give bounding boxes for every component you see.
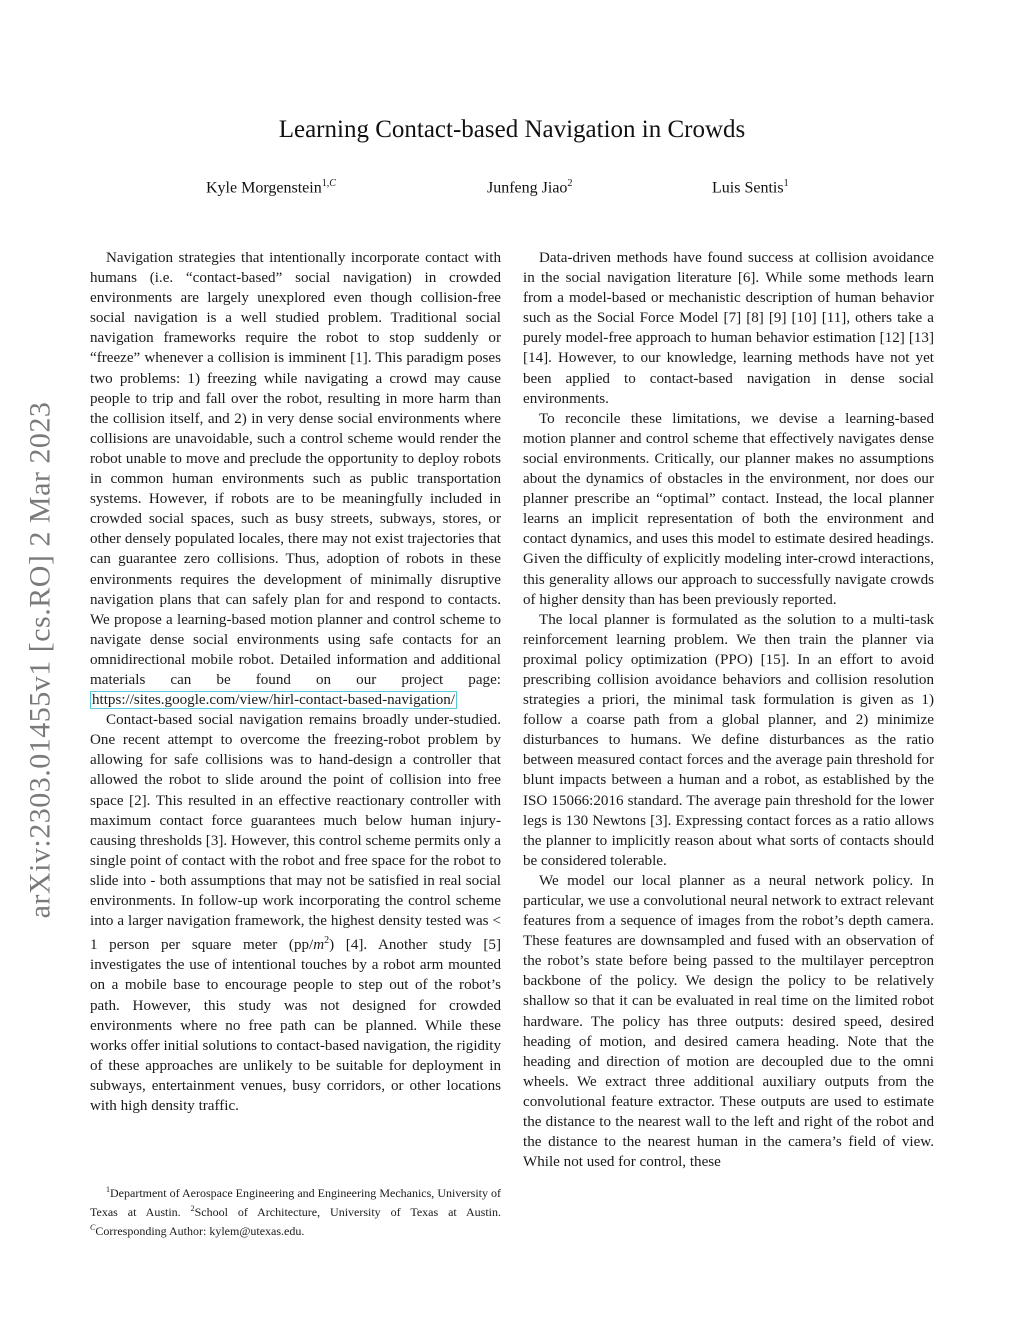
author-3-name: Luis Sentis: [712, 179, 784, 197]
author-3: [712, 178, 789, 197]
left-column: [90, 248, 501, 1116]
left-paragraph-2-text-a: Contact-based social navigation remains broadly under-studied. One recent attempt to overcome the freezing-robot problem by allowing for safe collisions was to hand-design a controller that allowed the robot to slide around the point of collision into free space [2]. This resulted in an effective reactionary controller with maximum contact force guarantees much below human injury-causing thresholds [3]. However, this control scheme permits only a single point of contact with the robot and free space for the robot to slide into - both assumptions that may not be satisfied in real social environments. In follow-up work incorporating the control scheme into a larger navigation framework, the highest density tested was < 1 person per square meter (pp/: [90, 712, 501, 954]
footnote-text-1: Department of Aerospace Engineering and Engineering Mechanics, University of Texas at Austin.: [90, 1186, 501, 1219]
left-paragraph-2: [90, 710, 501, 1116]
author-2: [487, 178, 572, 197]
left-paragraph-2-text-b: ) [4]. Another study [5] investigates the use of intentional touches by a robot arm mounted on a mobile base to encourage people to step out of the robot’s path. However, this study was not designed for crowded environments where no free path can be planned. While these works offer initial solutions to contact-based navigation, the rigidity of these approaches are unlikely to be suitable for deployment in subways, entertainment venues, busy corridors, or other locations with high density traffic.: [90, 937, 501, 1114]
author-1-marks: 1,C: [321, 178, 336, 189]
left-paragraph-1: [90, 248, 501, 710]
right-column: [523, 248, 934, 1172]
right-paragraph-2: To reconcile these limitations, we devise a learning-based motion planner and control scheme that effectively navigates dense social environments. Critically, our planner makes no assumptions about the dynamics of obstacles in the environment, nor does our planner prescribe an “optimal” contact. Instead, the local planner learns an implicit representation of both the environment and contact dynamics, and uses this model to estimate desired headings. Given the difficulty of explicitly modeling inter-crowd interactions, this generality allows our approach to successfully navigate crowds of higher density than has been previously reported.: [523, 410, 934, 608]
right-paragraph-1: Data-driven methods have found success at collision avoidance in the social navigation literature [6]. While some methods learn from a model-based or mechanistic description of human behavior such as the Social Force Model [7] [8] [9] [10] [11], others take a purely model-free approach to human behavior estimation [12] [13] [14]. However, to our knowledge, learning methods have not yet been applied to contact-based navigation in dense social environments.: [523, 250, 934, 407]
author-1: [206, 178, 336, 197]
formula-exponent: 2: [324, 935, 330, 947]
footnote-mark-1: 1: [106, 1185, 110, 1194]
author-2-name: Junfeng Jiao: [487, 179, 568, 197]
affiliation-footnote: [90, 1182, 501, 1239]
project-page-link[interactable]: https://sites.google.com/view/hirl-contact-based-navigation/: [92, 692, 456, 709]
formula-variable: m: [313, 937, 325, 954]
right-paragraph-4: We model our local planner as a neural network policy. In particular, we use a convolutional neural network to extract relevant features from a sequence of images from the robot’s depth camera. These features are downsampled and fused with an observation of the robot’s state before being passed to the multilayer perceptron backbone of the policy. We design the policy to be relatively shallow so that it can be evaluated in real time on the limited robot hardware. The policy has three outputs: desired speed, desired heading of motion, and desired camera heading. Note that the heading and direction of motion are decoupled due to the omni wheels. We extract three additional auxiliary outputs from the convolutional feature extractor. These outputs are used to estimate the distance to the nearest wall to the left and right of the robot and the distance to the nearest human in the camera’s field of view. While not used for control, these: [523, 872, 934, 1171]
footnote-mark-3-letter: C: [90, 1223, 96, 1232]
arxiv-stamp-text: arXiv:2303.01455v1 [cs.RO] 2 Mar 2023: [23, 401, 56, 919]
author-3-marks: 1: [783, 178, 789, 189]
arxiv-stamp: [5, 360, 75, 960]
author-1-name: Kyle Morgenstein: [206, 179, 322, 197]
paper-title: Learning Contact-based Navigation in Crowds: [278, 116, 746, 143]
author-2-marks: 2: [567, 178, 573, 189]
right-paragraph-3: The local planner is formulated as the solution to a multi-task reinforcement learning problem. We then train the planner via proximal policy optimization (PPO) [15]. In an effort to avoid prescribing collision avoidance behaviors and collision resolution strategies a priori, the minimal task formulation is given as 1) follow a coarse path from a global planner, and 2) minimize disturbances to humans. We define disturbances as the ratio between measured contact forces and the average pain threshold for blunt impacts between a human and a robot, as established by the ISO 15066:2016 standard. The average pain threshold for the lower legs is 130 Newtons [3]. Expressing contact forces as a ratio allows the planner to implicitly reason about what sorts of contacts should be considered tolerable.: [523, 611, 934, 869]
footnote-text-2: School of Architecture, University of Texas at Austin.: [194, 1205, 501, 1219]
footnote-text-3: Corresponding Author: kylem@utexas.edu.: [95, 1224, 305, 1238]
footnote-mark-2: 2: [190, 1204, 195, 1213]
left-paragraph-1-text: Navigation strategies that intentionally incorporate contact with humans (i.e. “contact-based” social navigation) in crowded environments are largely unexplored even though collision-free social navigation is a well studied problem. Traditional social navigation frameworks require the robot to stop suddenly or “freeze” whenever a collision is imminent [1]. This paradigm poses two problems: 1) freezing while navigating a crowd may cause people to trip and fall over the robot, resulting in more harm than the collision itself, and 2) in very dense social environments where collisions are unavoidable, such a control scheme would render the robot unable to move and preclude the opportunity to deploy robots in common human environments such as public transportation systems. However, if robots are to be meaningfully included in crowded social spaces, such as busy streets, subways, stores, or other densely populated locales, there may not exist trajectories that can guarantee zero collisions. Thus, adoption of robots in these environments requires the development of minimally disruptive navigation plans that can safely plan for and respond to contacts. We propose a learning-based motion planner and control scheme to navigate dense social environments using safe contacts for an omnidirectional mobile robot. Detailed information and additional materials can be found on our project page:: [90, 250, 501, 688]
